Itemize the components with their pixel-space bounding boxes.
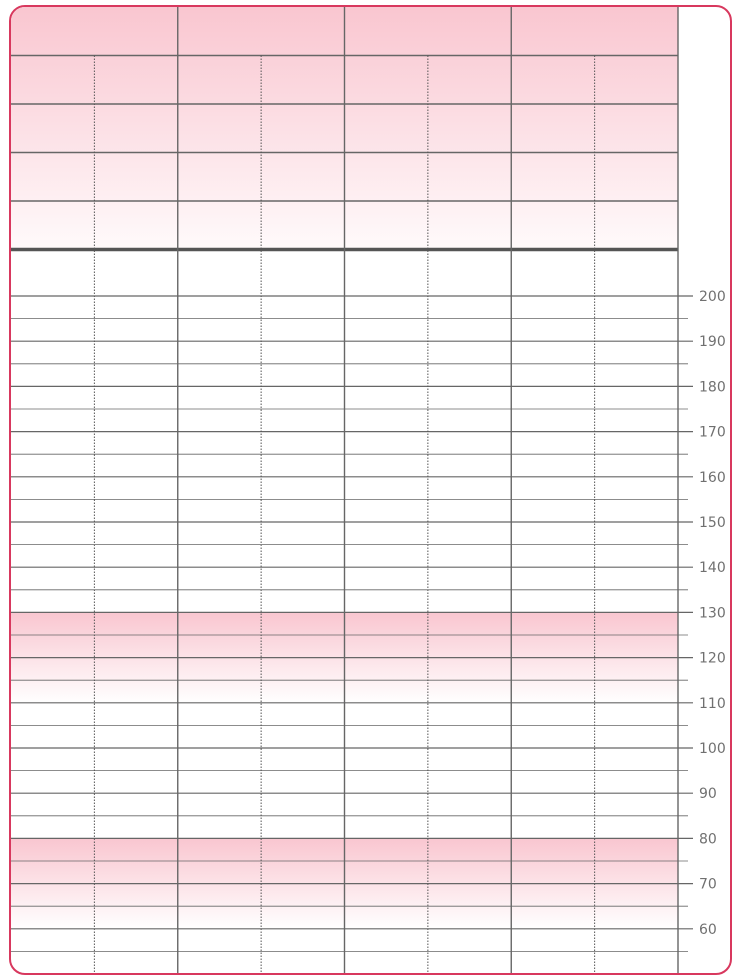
scale-labels (699, 289, 726, 938)
scale-label: 180 (699, 379, 726, 396)
grid-lines (11, 7, 693, 975)
scale-label: 160 (699, 469, 726, 486)
scale-label: 170 (699, 424, 726, 441)
scale-label: 190 (699, 334, 726, 351)
scale-label: 90 (699, 786, 717, 803)
chart-sheet (9, 5, 732, 975)
scale-label: 110 (699, 695, 726, 712)
scale-label: 130 (699, 605, 726, 622)
scale-label: 80 (699, 831, 717, 848)
grid-chart (11, 7, 732, 975)
scale-label: 150 (699, 515, 726, 531)
scale-label: 140 (699, 560, 726, 577)
scale-label: 200 (699, 289, 726, 305)
scale-label: 70 (699, 876, 717, 893)
scale-label: 120 (699, 650, 726, 667)
scale-label: 60 (699, 921, 717, 938)
scale-label: 100 (699, 741, 726, 757)
